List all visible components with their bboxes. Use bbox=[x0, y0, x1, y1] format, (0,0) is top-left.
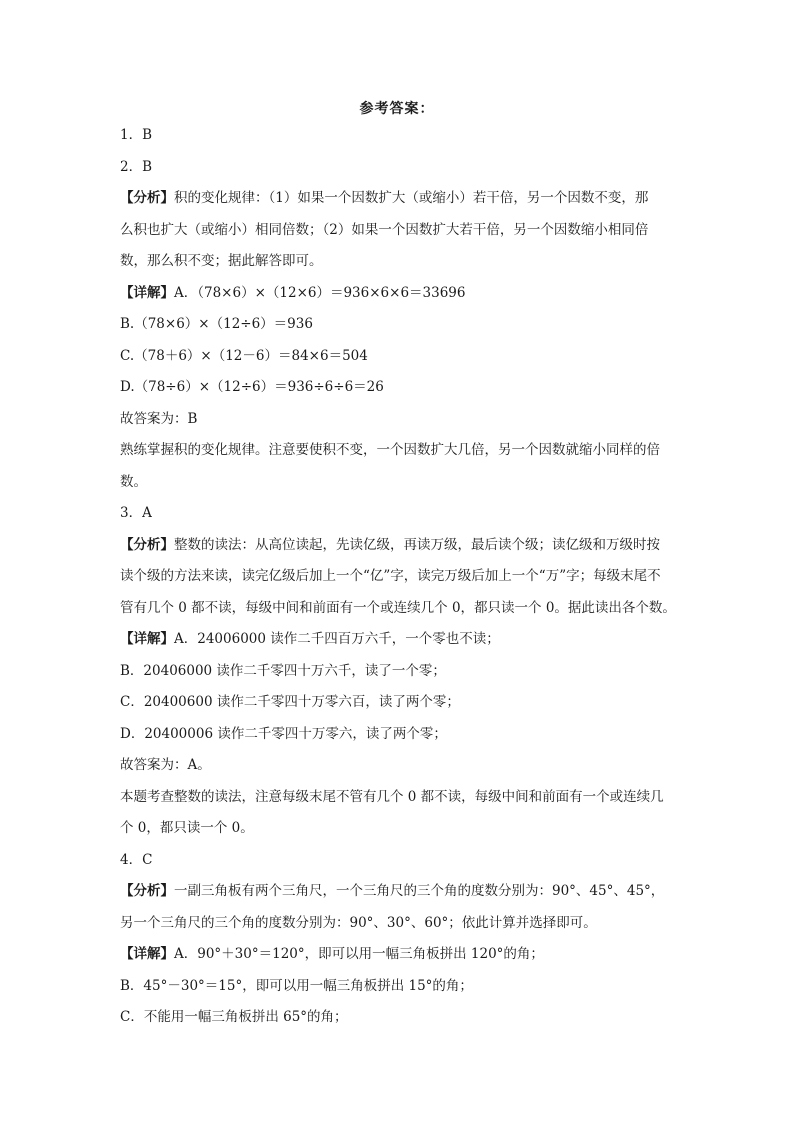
text-line bbox=[120, 215, 680, 247]
line-text: B．45°－30°＝15°，即可以用一幅三角板拼出 15°的角； bbox=[120, 977, 473, 994]
line-text: A．24006000 读作二千四百万六千，一个零也不读； bbox=[174, 631, 500, 647]
text-line bbox=[120, 876, 680, 908]
line-text: 管有几个 0 都不读，每级中间和前面有一个或连续几个 0，都只读一个 0。据此读出各个数。 bbox=[120, 599, 676, 616]
text-line bbox=[120, 309, 680, 341]
text-line bbox=[120, 278, 680, 310]
line-text: 另一个三角尺的三个角的度数分别为：90°、30°、60°；依此计算并选择即可。 bbox=[120, 914, 597, 931]
text-line bbox=[120, 530, 680, 562]
text-line bbox=[120, 813, 680, 845]
text-line bbox=[120, 624, 680, 656]
section-tag: 【详解】 bbox=[120, 946, 174, 962]
page-title: 参考答案： bbox=[359, 101, 435, 117]
text-line bbox=[120, 593, 680, 625]
text-line bbox=[120, 246, 680, 278]
text-line bbox=[120, 372, 680, 404]
section-tag: 【分析】 bbox=[120, 536, 174, 553]
text-line bbox=[120, 782, 680, 814]
section-tag: 【分析】 bbox=[120, 883, 174, 899]
line-text: 积的变化规律：（1）如果一个因数扩大（或缩小）若干倍，另一个因数不变，那 bbox=[174, 190, 649, 206]
line-text: A．（78×6）×（12×6）＝936×6×6＝33696 bbox=[174, 284, 466, 301]
line-text: C．20400600 读作二千零四十万零六百，读了两个零； bbox=[120, 694, 460, 710]
section-tag: 【分析】 bbox=[120, 190, 174, 206]
line-text: 整数的读法：从高位读起，先读亿级，再读万级，最后读个级；读亿级和万级时按 bbox=[174, 536, 660, 553]
text-line bbox=[120, 498, 680, 530]
text-line bbox=[120, 404, 680, 436]
section-tag: 【详解】 bbox=[120, 284, 174, 301]
line-text: 数，那么积不变；据此解答即可。 bbox=[120, 253, 323, 269]
text-line bbox=[120, 656, 680, 688]
line-text: B．20406000 读作二千零四十万六千，读了一个零； bbox=[120, 662, 446, 679]
line-text: D.（78÷6）×（12÷6）＝936÷6÷6＝26 bbox=[120, 379, 384, 395]
line-text: 读个级的方法来读，读完亿级后加上一个“亿”字，读完万级后加上一个“万”字；每级末尾不 bbox=[120, 568, 661, 584]
line-text: C.（78＋6）×（12－6）＝84×6＝504 bbox=[120, 347, 368, 364]
text-line bbox=[120, 1002, 680, 1034]
line-text: D．20400006 读作二千零四十万零六，读了两个零； bbox=[120, 725, 447, 742]
section-tag: 【详解】 bbox=[120, 631, 174, 647]
line-text: C．不能用一幅三角板拼出 65°的角； bbox=[120, 1009, 348, 1025]
line-text: 熟练掌握积的变化规律。注意要使积不变，一个因数扩大几倍，另一个因数就缩小同样的倍 bbox=[120, 442, 660, 458]
line-text: 数。 bbox=[120, 473, 147, 490]
text-line bbox=[120, 467, 680, 499]
line-text: 个 0，都只读一个 0。 bbox=[120, 820, 254, 836]
line-text: 故答案为：A。 bbox=[120, 757, 211, 773]
text-line bbox=[120, 719, 680, 751]
line-text: 本题考查整数的读法，注意每级末尾不管有几个 0 都不读，每级中间和前面有一个或连续几 bbox=[120, 788, 664, 805]
text-line bbox=[120, 183, 680, 215]
text-line bbox=[120, 845, 680, 877]
text-line bbox=[120, 435, 680, 467]
line-text: 2．B bbox=[120, 158, 153, 175]
line-text: A．90°＋30°＝120°，即可以用一幅三角板拼出 120°的角； bbox=[174, 946, 544, 962]
line-text: 么积也扩大（或缩小）相同倍数；（2）如果一个因数扩大若干倍，另一个因数缩小相同倍 bbox=[120, 221, 649, 238]
text-line bbox=[120, 971, 680, 1003]
line-text: B.（78×6）×（12÷6）＝936 bbox=[120, 316, 313, 332]
text-line bbox=[120, 908, 680, 940]
text-line bbox=[120, 750, 680, 782]
line-text: 3．A bbox=[120, 505, 152, 521]
text-line bbox=[120, 939, 680, 971]
text-line bbox=[120, 687, 680, 719]
answer-body bbox=[120, 120, 680, 1034]
line-text: 一副三角板有两个三角尺，一个三角尺的三个角的度数分别为：90°、45°、45°， bbox=[174, 883, 665, 899]
text-line bbox=[120, 561, 680, 593]
line-text: 4．C bbox=[120, 851, 153, 868]
text-line bbox=[120, 120, 680, 152]
line-text: 故答案为：B bbox=[120, 410, 198, 427]
text-line bbox=[120, 341, 680, 373]
text-line bbox=[120, 152, 680, 184]
line-text: 1．B bbox=[120, 127, 153, 143]
